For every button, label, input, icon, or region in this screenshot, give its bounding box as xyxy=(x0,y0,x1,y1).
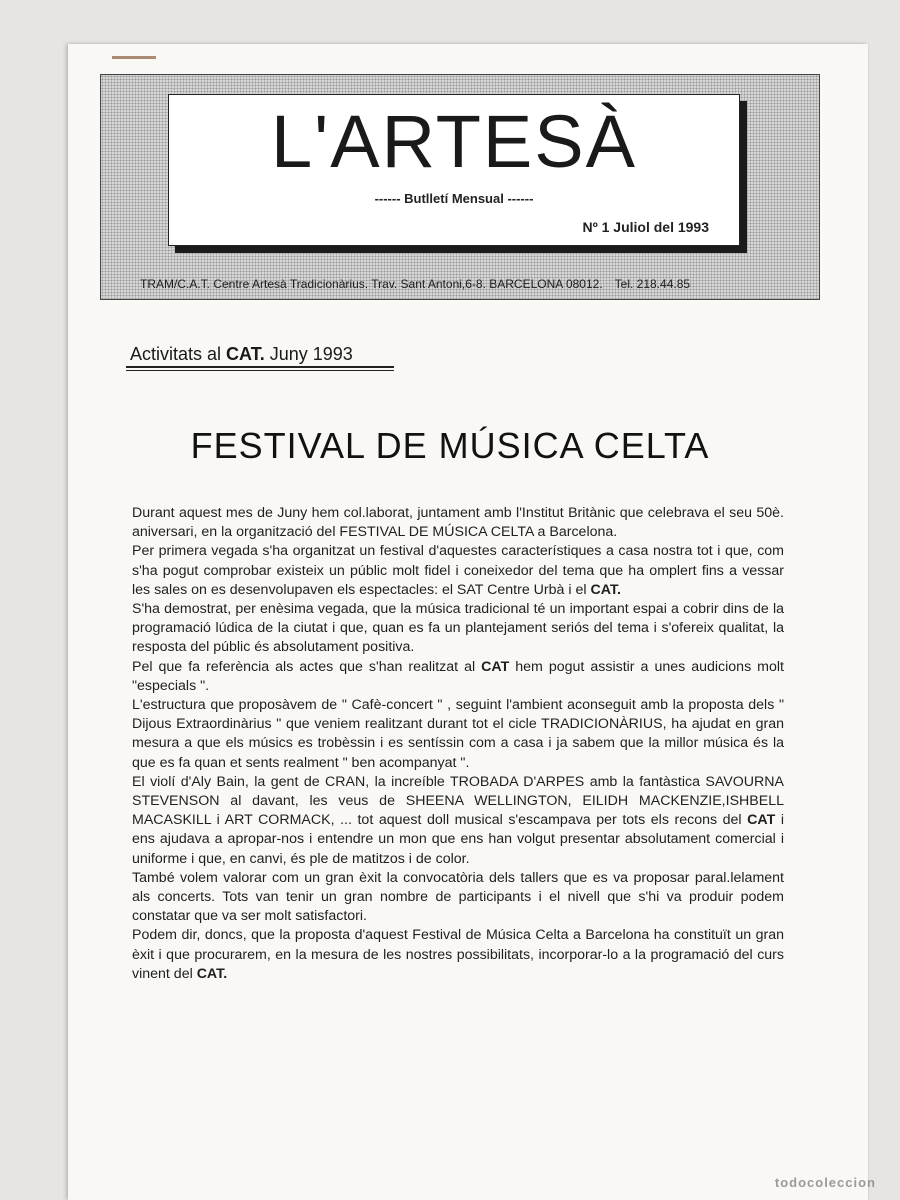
newsletter-subtitle: ------ Butlletí Mensual ------ xyxy=(374,191,534,206)
paragraph-4-end: hem pogut assistir a unes audicions molt "especials ". xyxy=(132,658,784,694)
paragraph-6 xyxy=(132,773,784,869)
paragraph-3: S'ha demostrat, per enèsima vegada, que la música tradicional té un important espai a cobrir dins de la programació lúdica de la ciutat i que, quan es fa un plantejament seriós del tema i s'ofereix qualitat, la resposta del públic és absolutament positiva. xyxy=(132,601,784,656)
phone-number: Tel. 218.44.85 xyxy=(614,277,691,291)
paragraph-8-cat: CAT. xyxy=(196,965,228,982)
newsletter-title: L'ARTESÀ xyxy=(270,100,638,183)
paragraph-8 xyxy=(132,926,784,984)
paragraph-8-text: Podem dir, doncs, que la proposta d'aquest Festival de Música Celta a Barcelona ha constituït un gran èxit i que procurarem, en la mesura de les nostres possibilitats, incorporar-lo a la programació del curs vinent del xyxy=(132,927,784,982)
section-underline xyxy=(126,366,394,371)
paragraph-2-cat: CAT. xyxy=(590,581,621,598)
address-line xyxy=(140,277,780,291)
tape-mark xyxy=(112,56,156,59)
paragraph-4-text: Pel que fa referència als actes que s'han realitzat al xyxy=(132,658,482,675)
paragraph-1: Durant aquest mes de Juny hem col.laborat, juntament amb l'Institut Britànic que celebrava el seu 50è. aniversari, en la organització del FESTIVAL DE MÚSICA CELTA a Barcelona. xyxy=(132,505,784,541)
paragraph-2 xyxy=(132,542,784,600)
paragraph-4-cat: CAT xyxy=(481,658,510,675)
section-suffix: Juny 1993 xyxy=(264,344,353,364)
paragraph-5: L'estructura que proposàvem de " Cafè-concert " , seguint l'ambient aconseguit amb la proposta dels " Dijous Extraordinàrius " que veniem realitzant durant tot el cicle TRADICIONÀRIUS, ha ajudat en gran mesura a que els músics es trobèssin i es sentíssin com a casa i ja sabem que la millor música és la que es fa quan et sents realment " ben acompanyat ". xyxy=(132,697,784,771)
section-cat: CAT. xyxy=(226,344,265,364)
article-headline: FESTIVAL DE MÚSICA CELTA xyxy=(190,425,710,466)
section-heading xyxy=(130,343,353,365)
paragraph-6-cat: CAT xyxy=(747,812,776,829)
issue-number: Nº 1 Juliol del 1993 xyxy=(582,219,709,235)
section-prefix: Activitats al xyxy=(130,344,227,364)
title-box xyxy=(168,94,740,246)
paragraph-6-end: i ens ajudava a apropar-nos i entendre un mon que ens han volgut presentar absolutament comercial i uniforme i que, en canvi, és ple de matitzos i de color. xyxy=(132,812,784,867)
watermark: todocoleccion xyxy=(774,1175,876,1190)
paragraph-6-text: El violí d'Aly Bain, la gent de CRAN, la increíble TROBADA D'ARPES amb la fantàstica SAVOURNA STEVENSON al davant, les veus de SHEENA WELLINGTON, EILIDH MACKENZIE,ISHBELL MACASKILL i ART CORMACK, ... tot aquest doll musical s'escampava per tots els recons del xyxy=(132,773,784,829)
paragraph-4 xyxy=(132,658,784,696)
paragraph-2-text: Per primera vegada s'ha organitzat un festival d'aquestes característiques a casa nostra tot i que, com s'ha pogut comprobar existeix un públic molt fidel i coneixedor del tema que ha omplert fins a vessar les sales on es desenvolupaven els espectacles: el SAT Centre Urbà i el xyxy=(132,543,784,598)
paragraph-7: També volem valorar com un gran èxit la convocatòria dels tallers que es va proposar paral.lelament als concerts. Tots van tenir un gran nombre de participants i el nivell que s'hi va produir podem constatar que va ser molt satisfactori. xyxy=(132,869,784,925)
address-text: TRAM/C.A.T. Centre Artesà Tradicionàrius. Trav. Sant Antoni,6-8. BARCELONA 08012. xyxy=(140,277,603,291)
article-body xyxy=(132,504,784,984)
